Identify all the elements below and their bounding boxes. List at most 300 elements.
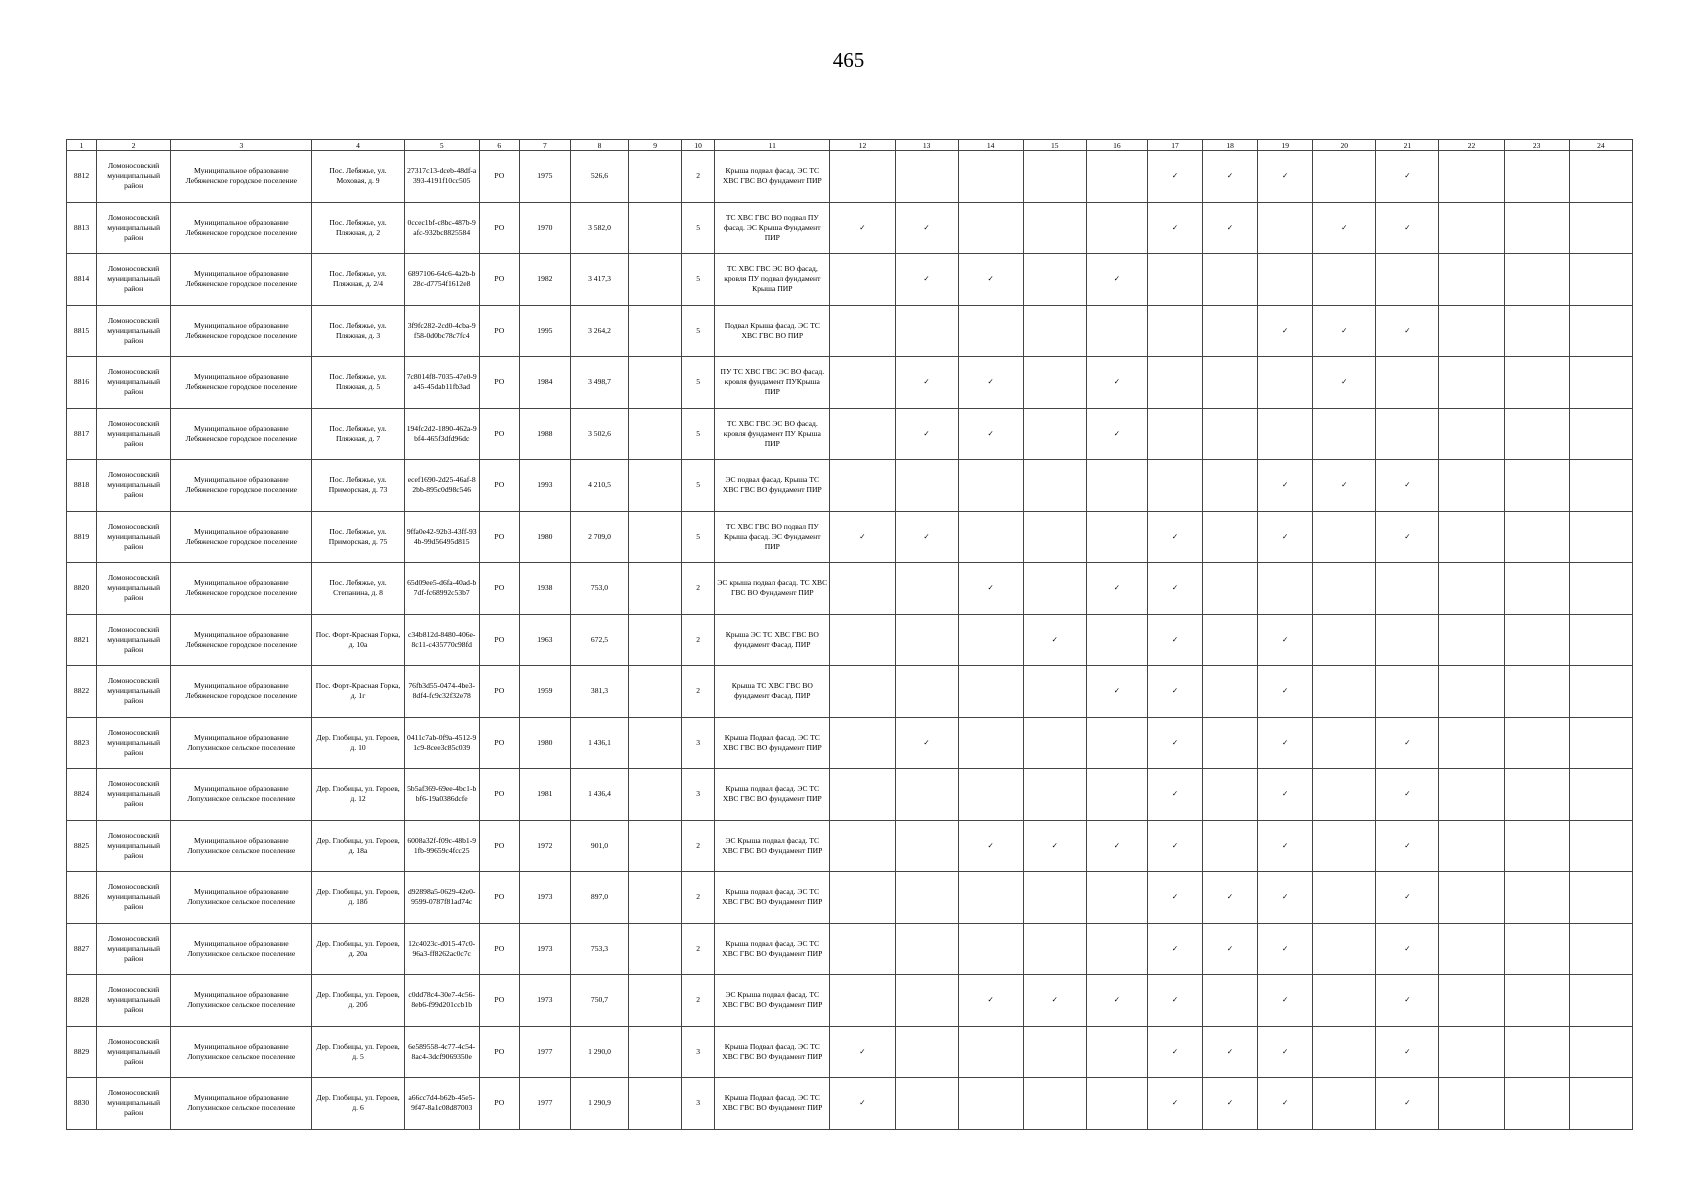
empty-cell bbox=[1376, 614, 1439, 666]
check-mark-icon: ✓ bbox=[1376, 769, 1439, 821]
registry-table bbox=[66, 139, 1633, 1130]
check-mark-icon: ✓ bbox=[1376, 975, 1439, 1027]
year-cell: 1980 bbox=[519, 717, 570, 769]
year-cell: 1981 bbox=[519, 769, 570, 821]
empty-cell bbox=[958, 460, 1023, 512]
district-cell: Ломоносовский муниципальный район bbox=[97, 1078, 171, 1130]
year-cell: 1972 bbox=[519, 820, 570, 872]
empty-cell bbox=[830, 975, 895, 1027]
empty-cell bbox=[1023, 511, 1086, 563]
district-cell: Ломоносовский муниципальный район bbox=[97, 614, 171, 666]
empty-cell bbox=[958, 1026, 1023, 1078]
empty-cell bbox=[1569, 305, 1632, 357]
address-cell: Пос. Лебяжье, ул. Приморская, д. 73 bbox=[312, 460, 404, 512]
check-mark-icon: ✓ bbox=[1258, 666, 1313, 718]
district-cell: Ломоносовский муниципальный район bbox=[97, 357, 171, 409]
year-cell: 1988 bbox=[519, 408, 570, 460]
empty-cell bbox=[1203, 820, 1258, 872]
works-cell: Крыша ЭС ТС ХВС ГВС ВО фундамент Фасад. ПИР bbox=[715, 614, 830, 666]
ownership-cell: РО bbox=[479, 666, 519, 718]
area-cell: 672,5 bbox=[570, 614, 628, 666]
empty-cell bbox=[1504, 872, 1569, 924]
district-cell: Ломоносовский муниципальный район bbox=[97, 666, 171, 718]
check-mark-icon: ✓ bbox=[1203, 923, 1258, 975]
year-cell: 1973 bbox=[519, 923, 570, 975]
column-number: 10 bbox=[682, 140, 715, 151]
municipality-cell: Муниципальное образование Лебяженское городское поселение bbox=[171, 151, 312, 203]
floors-cell: 2 bbox=[682, 151, 715, 203]
check-mark-icon: ✓ bbox=[1258, 923, 1313, 975]
column-number: 1 bbox=[67, 140, 97, 151]
year-cell: 1993 bbox=[519, 460, 570, 512]
column-9-cell bbox=[629, 511, 682, 563]
guid-cell: 194fc2d2-1890-462a-9bf4-465f3dfd96dc bbox=[404, 408, 479, 460]
column-number: 23 bbox=[1504, 140, 1569, 151]
empty-cell bbox=[895, 975, 958, 1027]
guid-cell: a66cc7d4-b62b-45e5-9f47-8a1c08d87003 bbox=[404, 1078, 479, 1130]
municipality-cell: Муниципальное образование Лопухинское сельское поселение bbox=[171, 717, 312, 769]
check-mark-icon: ✓ bbox=[1147, 923, 1202, 975]
works-cell: Крыша подвал фасад. ЭС ТС ХВС ГВС ВО фундамент ПИР bbox=[715, 151, 830, 203]
empty-cell bbox=[1504, 202, 1569, 254]
empty-cell bbox=[1313, 151, 1376, 203]
check-mark-icon: ✓ bbox=[1203, 151, 1258, 203]
empty-cell bbox=[1203, 975, 1258, 1027]
check-mark-icon: ✓ bbox=[830, 511, 895, 563]
district-cell: Ломоносовский муниципальный район bbox=[97, 460, 171, 512]
row-number: 8825 bbox=[67, 820, 97, 872]
municipality-cell: Муниципальное образование Лопухинское сельское поселение bbox=[171, 769, 312, 821]
year-cell: 1980 bbox=[519, 511, 570, 563]
empty-cell bbox=[1258, 254, 1313, 306]
ownership-cell: РО bbox=[479, 254, 519, 306]
floors-cell: 2 bbox=[682, 923, 715, 975]
column-9-cell bbox=[629, 614, 682, 666]
address-cell: Пос. Лебяжье, ул. Пляжная, д. 2 bbox=[312, 202, 404, 254]
guid-cell: 5b5af369-69ee-4bc1-bbf6-19a0386dcfe bbox=[404, 769, 479, 821]
empty-cell bbox=[895, 1026, 958, 1078]
address-cell: Пос. Лебяжье, ул. Моховая, д. 9 bbox=[312, 151, 404, 203]
empty-cell bbox=[1376, 408, 1439, 460]
table-row bbox=[67, 408, 1633, 460]
empty-cell bbox=[1203, 769, 1258, 821]
floors-cell: 5 bbox=[682, 460, 715, 512]
area-cell: 381,3 bbox=[570, 666, 628, 718]
empty-cell bbox=[1439, 254, 1504, 306]
empty-cell bbox=[1023, 923, 1086, 975]
district-cell: Ломоносовский муниципальный район bbox=[97, 975, 171, 1027]
empty-cell bbox=[1439, 460, 1504, 512]
check-mark-icon: ✓ bbox=[1258, 872, 1313, 924]
guid-cell: 6e589558-4c77-4c54-8ac4-3dcf9069350e bbox=[404, 1026, 479, 1078]
works-cell: Крыша ТС ХВС ГВС ВО фундамент Фасад. ПИР bbox=[715, 666, 830, 718]
check-mark-icon: ✓ bbox=[1086, 254, 1147, 306]
empty-cell bbox=[1086, 1078, 1147, 1130]
column-number: 20 bbox=[1313, 140, 1376, 151]
year-cell: 1973 bbox=[519, 872, 570, 924]
address-cell: Дер. Глобицы, ул. Героев, д. 6 bbox=[312, 1078, 404, 1130]
floors-cell: 2 bbox=[682, 872, 715, 924]
empty-cell bbox=[830, 357, 895, 409]
empty-cell bbox=[1086, 769, 1147, 821]
address-cell: Пос. Форт-Красная Горка, д. 10а bbox=[312, 614, 404, 666]
ownership-cell: РО bbox=[479, 820, 519, 872]
empty-cell bbox=[1313, 408, 1376, 460]
empty-cell bbox=[958, 511, 1023, 563]
empty-cell bbox=[1023, 1078, 1086, 1130]
column-9-cell bbox=[629, 305, 682, 357]
ownership-cell: РО bbox=[479, 151, 519, 203]
row-number: 8829 bbox=[67, 1026, 97, 1078]
check-mark-icon: ✓ bbox=[1258, 975, 1313, 1027]
empty-cell bbox=[1086, 923, 1147, 975]
check-mark-icon: ✓ bbox=[1313, 460, 1376, 512]
row-number: 8827 bbox=[67, 923, 97, 975]
ownership-cell: РО bbox=[479, 202, 519, 254]
municipality-cell: Муниципальное образование Лебяженское городское поселение bbox=[171, 614, 312, 666]
ownership-cell: РО bbox=[479, 975, 519, 1027]
column-number: 13 bbox=[895, 140, 958, 151]
table-row bbox=[67, 254, 1633, 306]
empty-cell bbox=[1203, 305, 1258, 357]
empty-cell bbox=[1439, 872, 1504, 924]
works-cell: ТС ХВС ГВС ВО подвал ПУ фасад. ЭС Крыша Фундамент ПИР bbox=[715, 202, 830, 254]
empty-cell bbox=[1439, 1078, 1504, 1130]
empty-cell bbox=[1023, 1026, 1086, 1078]
check-mark-icon: ✓ bbox=[1258, 820, 1313, 872]
empty-cell bbox=[1023, 151, 1086, 203]
check-mark-icon: ✓ bbox=[1147, 769, 1202, 821]
check-mark-icon: ✓ bbox=[1376, 202, 1439, 254]
address-cell: Дер. Глобицы, ул. Героев, д. 10 bbox=[312, 717, 404, 769]
empty-cell bbox=[1504, 357, 1569, 409]
empty-cell bbox=[1086, 872, 1147, 924]
check-mark-icon: ✓ bbox=[1147, 872, 1202, 924]
column-number: 17 bbox=[1147, 140, 1202, 151]
empty-cell bbox=[1504, 717, 1569, 769]
works-cell: Крыша Подвал фасад. ЭС ТС ХВС ГВС ВО фундамент ПИР bbox=[715, 717, 830, 769]
empty-cell bbox=[958, 872, 1023, 924]
guid-cell: 0ccec1bf-c8bc-487b-9afc-932bc8825584 bbox=[404, 202, 479, 254]
area-cell: 3 498,7 bbox=[570, 357, 628, 409]
empty-cell bbox=[895, 151, 958, 203]
empty-cell bbox=[958, 1078, 1023, 1130]
district-cell: Ломоносовский муниципальный район bbox=[97, 717, 171, 769]
check-mark-icon: ✓ bbox=[1376, 872, 1439, 924]
row-number: 8814 bbox=[67, 254, 97, 306]
table-row bbox=[67, 769, 1633, 821]
empty-cell bbox=[1569, 202, 1632, 254]
check-mark-icon: ✓ bbox=[1258, 614, 1313, 666]
area-cell: 897,0 bbox=[570, 872, 628, 924]
empty-cell bbox=[1313, 254, 1376, 306]
row-number: 8823 bbox=[67, 717, 97, 769]
table-row bbox=[67, 357, 1633, 409]
empty-cell bbox=[1569, 923, 1632, 975]
ownership-cell: РО bbox=[479, 614, 519, 666]
empty-cell bbox=[830, 872, 895, 924]
check-mark-icon: ✓ bbox=[1376, 305, 1439, 357]
table-row bbox=[67, 666, 1633, 718]
year-cell: 1970 bbox=[519, 202, 570, 254]
column-number: 4 bbox=[312, 140, 404, 151]
empty-cell bbox=[1258, 408, 1313, 460]
check-mark-icon: ✓ bbox=[958, 820, 1023, 872]
table-row bbox=[67, 202, 1633, 254]
check-mark-icon: ✓ bbox=[1313, 202, 1376, 254]
empty-cell bbox=[958, 717, 1023, 769]
year-cell: 1977 bbox=[519, 1078, 570, 1130]
empty-cell bbox=[1258, 563, 1313, 615]
ownership-cell: РО bbox=[479, 408, 519, 460]
empty-cell bbox=[1023, 408, 1086, 460]
municipality-cell: Муниципальное образование Лопухинское сельское поселение bbox=[171, 820, 312, 872]
empty-cell bbox=[1439, 305, 1504, 357]
column-number: 14 bbox=[958, 140, 1023, 151]
ownership-cell: РО bbox=[479, 769, 519, 821]
empty-cell bbox=[1569, 769, 1632, 821]
empty-cell bbox=[895, 1078, 958, 1130]
address-cell: Пос. Лебяжье, ул. Приморская, д. 75 bbox=[312, 511, 404, 563]
empty-cell bbox=[1504, 666, 1569, 718]
municipality-cell: Муниципальное образование Лебяженское городское поселение bbox=[171, 254, 312, 306]
empty-cell bbox=[1313, 769, 1376, 821]
column-9-cell bbox=[629, 254, 682, 306]
row-number: 8813 bbox=[67, 202, 97, 254]
column-number: 7 bbox=[519, 140, 570, 151]
works-cell: Крыша подвал фасад. ЭС ТС ХВС ГВС ВО Фундамент ПИР bbox=[715, 872, 830, 924]
check-mark-icon: ✓ bbox=[1258, 511, 1313, 563]
ownership-cell: РО bbox=[479, 460, 519, 512]
check-mark-icon: ✓ bbox=[1376, 1026, 1439, 1078]
check-mark-icon: ✓ bbox=[1086, 357, 1147, 409]
empty-cell bbox=[1313, 1026, 1376, 1078]
empty-cell bbox=[1023, 254, 1086, 306]
row-number: 8822 bbox=[67, 666, 97, 718]
ownership-cell: РО bbox=[479, 872, 519, 924]
check-mark-icon: ✓ bbox=[1147, 511, 1202, 563]
floors-cell: 3 bbox=[682, 717, 715, 769]
check-mark-icon: ✓ bbox=[895, 357, 958, 409]
empty-cell bbox=[1439, 717, 1504, 769]
area-cell: 753,0 bbox=[570, 563, 628, 615]
column-number: 21 bbox=[1376, 140, 1439, 151]
empty-cell bbox=[1439, 1026, 1504, 1078]
floors-cell: 2 bbox=[682, 563, 715, 615]
floors-cell: 3 bbox=[682, 1026, 715, 1078]
empty-cell bbox=[1569, 511, 1632, 563]
check-mark-icon: ✓ bbox=[958, 254, 1023, 306]
guid-cell: 6897106-64c6-4a2b-b28c-d7754f1612e8 bbox=[404, 254, 479, 306]
column-9-cell bbox=[629, 460, 682, 512]
row-number: 8812 bbox=[67, 151, 97, 203]
guid-cell: 12c4023c-d015-47c0-96a3-ff8262ac0c7c bbox=[404, 923, 479, 975]
empty-cell bbox=[1203, 357, 1258, 409]
ownership-cell: РО bbox=[479, 305, 519, 357]
column-9-cell bbox=[629, 563, 682, 615]
guid-cell: c34b812d-8480-406e-8c11-c435770c98fd bbox=[404, 614, 479, 666]
column-number: 9 bbox=[629, 140, 682, 151]
floors-cell: 5 bbox=[682, 254, 715, 306]
empty-cell bbox=[1569, 666, 1632, 718]
check-mark-icon: ✓ bbox=[895, 408, 958, 460]
municipality-cell: Муниципальное образование Лебяженское городское поселение bbox=[171, 563, 312, 615]
column-number: 24 bbox=[1569, 140, 1632, 151]
guid-cell: ecef1690-2d25-46af-82bb-895c0d98c546 bbox=[404, 460, 479, 512]
check-mark-icon: ✓ bbox=[958, 357, 1023, 409]
municipality-cell: Муниципальное образование Лебяженское городское поселение bbox=[171, 511, 312, 563]
year-cell: 1963 bbox=[519, 614, 570, 666]
empty-cell bbox=[1439, 923, 1504, 975]
empty-cell bbox=[1086, 202, 1147, 254]
address-cell: Пос. Лебяжье, ул. Степанина, д. 8 bbox=[312, 563, 404, 615]
empty-cell bbox=[1203, 563, 1258, 615]
area-cell: 901,0 bbox=[570, 820, 628, 872]
area-cell: 3 502,6 bbox=[570, 408, 628, 460]
row-number: 8820 bbox=[67, 563, 97, 615]
empty-cell bbox=[1313, 923, 1376, 975]
municipality-cell: Муниципальное образование Лебяженское городское поселение bbox=[171, 202, 312, 254]
area-cell: 2 709,0 bbox=[570, 511, 628, 563]
works-cell: Крыша Подвал фасад. ЭС ТС ХВС ГВС ВО Фундамент ПИР bbox=[715, 1026, 830, 1078]
check-mark-icon: ✓ bbox=[1258, 717, 1313, 769]
empty-cell bbox=[958, 305, 1023, 357]
municipality-cell: Муниципальное образование Лопухинское сельское поселение bbox=[171, 923, 312, 975]
empty-cell bbox=[1439, 202, 1504, 254]
empty-cell bbox=[1147, 460, 1202, 512]
check-mark-icon: ✓ bbox=[1147, 820, 1202, 872]
empty-cell bbox=[1504, 769, 1569, 821]
column-9-cell bbox=[629, 872, 682, 924]
check-mark-icon: ✓ bbox=[830, 202, 895, 254]
empty-cell bbox=[1086, 1026, 1147, 1078]
empty-cell bbox=[830, 408, 895, 460]
check-mark-icon: ✓ bbox=[1258, 1026, 1313, 1078]
table-row bbox=[67, 975, 1633, 1027]
empty-cell bbox=[1086, 511, 1147, 563]
empty-cell bbox=[1439, 975, 1504, 1027]
row-number: 8830 bbox=[67, 1078, 97, 1130]
check-mark-icon: ✓ bbox=[1313, 305, 1376, 357]
check-mark-icon: ✓ bbox=[1313, 357, 1376, 409]
floors-cell: 5 bbox=[682, 305, 715, 357]
empty-cell bbox=[895, 614, 958, 666]
column-9-cell bbox=[629, 769, 682, 821]
check-mark-icon: ✓ bbox=[1147, 1026, 1202, 1078]
area-cell: 3 264,2 bbox=[570, 305, 628, 357]
empty-cell bbox=[1439, 357, 1504, 409]
check-mark-icon: ✓ bbox=[958, 975, 1023, 1027]
check-mark-icon: ✓ bbox=[1147, 975, 1202, 1027]
empty-cell bbox=[830, 254, 895, 306]
check-mark-icon: ✓ bbox=[1086, 563, 1147, 615]
check-mark-icon: ✓ bbox=[895, 254, 958, 306]
check-mark-icon: ✓ bbox=[1376, 511, 1439, 563]
empty-cell bbox=[1504, 408, 1569, 460]
check-mark-icon: ✓ bbox=[958, 408, 1023, 460]
works-cell: Крыша подвал фасад. ЭС ТС ХВС ГВС ВО Фундамент ПИР bbox=[715, 923, 830, 975]
district-cell: Ломоносовский муниципальный район bbox=[97, 202, 171, 254]
ownership-cell: РО bbox=[479, 511, 519, 563]
empty-cell bbox=[830, 460, 895, 512]
check-mark-icon: ✓ bbox=[1258, 1078, 1313, 1130]
check-mark-icon: ✓ bbox=[1147, 202, 1202, 254]
empty-cell bbox=[1504, 975, 1569, 1027]
row-number: 8817 bbox=[67, 408, 97, 460]
address-cell: Пос. Лебяжье, ул. Пляжная, д. 3 bbox=[312, 305, 404, 357]
guid-cell: 9ffa0e42-92b3-43ff-934b-99d56495d815 bbox=[404, 511, 479, 563]
area-cell: 3 417,3 bbox=[570, 254, 628, 306]
district-cell: Ломоносовский муниципальный район bbox=[97, 820, 171, 872]
column-9-cell bbox=[629, 151, 682, 203]
area-cell: 526,6 bbox=[570, 151, 628, 203]
district-cell: Ломоносовский муниципальный район bbox=[97, 923, 171, 975]
works-cell: ЭС Крыша подвал фасад. ТС ХВС ГВС ВО Фундамент ПИР bbox=[715, 975, 830, 1027]
empty-cell bbox=[1023, 460, 1086, 512]
works-cell: ЭС подвал фасад. Крыша ТС ХВС ГВС ВО фундамент ПИР bbox=[715, 460, 830, 512]
year-cell: 1977 bbox=[519, 1026, 570, 1078]
row-number: 8818 bbox=[67, 460, 97, 512]
address-cell: Дер. Глобицы, ул. Героев, д. 5 bbox=[312, 1026, 404, 1078]
address-cell: Дер. Глобицы, ул. Героев, д. 18б bbox=[312, 872, 404, 924]
municipality-cell: Муниципальное образование Лебяженское городское поселение bbox=[171, 408, 312, 460]
area-cell: 3 582,0 bbox=[570, 202, 628, 254]
empty-cell bbox=[895, 666, 958, 718]
row-number: 8828 bbox=[67, 975, 97, 1027]
empty-cell bbox=[895, 872, 958, 924]
column-number: 2 bbox=[97, 140, 171, 151]
empty-cell bbox=[1313, 511, 1376, 563]
row-number: 8821 bbox=[67, 614, 97, 666]
empty-cell bbox=[1569, 460, 1632, 512]
empty-cell bbox=[1086, 151, 1147, 203]
empty-cell bbox=[958, 923, 1023, 975]
address-cell: Дер. Глобицы, ул. Героев, д. 20б bbox=[312, 975, 404, 1027]
column-9-cell bbox=[629, 408, 682, 460]
municipality-cell: Муниципальное образование Лебяженское городское поселение bbox=[171, 666, 312, 718]
guid-cell: c0dd78c4-30e7-4c56-8eb6-f99d201ccb1b bbox=[404, 975, 479, 1027]
check-mark-icon: ✓ bbox=[830, 1078, 895, 1130]
empty-cell bbox=[1569, 1026, 1632, 1078]
district-cell: Ломоносовский муниципальный район bbox=[97, 563, 171, 615]
empty-cell bbox=[1569, 717, 1632, 769]
empty-cell bbox=[1439, 614, 1504, 666]
empty-cell bbox=[1376, 563, 1439, 615]
empty-cell bbox=[958, 614, 1023, 666]
empty-cell bbox=[1086, 305, 1147, 357]
empty-cell bbox=[1313, 614, 1376, 666]
empty-cell bbox=[1504, 460, 1569, 512]
ownership-cell: РО bbox=[479, 357, 519, 409]
empty-cell bbox=[1023, 666, 1086, 718]
empty-cell bbox=[895, 923, 958, 975]
district-cell: Ломоносовский муниципальный район bbox=[97, 151, 171, 203]
empty-cell bbox=[1203, 511, 1258, 563]
empty-cell bbox=[1023, 305, 1086, 357]
check-mark-icon: ✓ bbox=[1376, 151, 1439, 203]
area-cell: 1 290,0 bbox=[570, 1026, 628, 1078]
table-row bbox=[67, 923, 1633, 975]
address-cell: Пос. Лебяжье, ул. Пляжная, д. 7 bbox=[312, 408, 404, 460]
empty-cell bbox=[1504, 151, 1569, 203]
column-number: 6 bbox=[479, 140, 519, 151]
check-mark-icon: ✓ bbox=[830, 1026, 895, 1078]
empty-cell bbox=[1086, 614, 1147, 666]
check-mark-icon: ✓ bbox=[1086, 666, 1147, 718]
check-mark-icon: ✓ bbox=[1147, 1078, 1202, 1130]
empty-cell bbox=[958, 666, 1023, 718]
empty-cell bbox=[1147, 305, 1202, 357]
